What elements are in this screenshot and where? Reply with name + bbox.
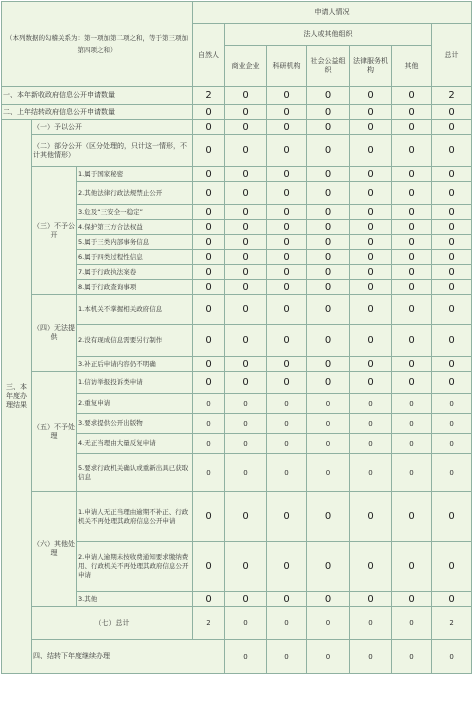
group-label: （六）其他处理 [32,492,77,607]
value-cell: 0 [307,135,350,167]
value-cell: 0 [193,235,225,250]
item-label: 1.申请人无正当理由逾期不补正、行政机关不再处理其政府信息公开申请 [77,492,193,542]
value-cell: 0 [267,135,307,167]
value-cell: 0 [392,280,432,295]
natural-person-header: 自然人 [193,24,225,87]
value-cell: 0 [193,394,225,414]
value-cell: 0 [307,220,350,235]
value-cell: 0 [392,592,432,607]
value-cell: 0 [307,454,350,492]
org-type-header: 社会公益组织 [307,46,350,87]
value-cell: 0 [193,295,225,325]
value-cell: 0 [267,607,307,640]
value-cell: 0 [392,357,432,372]
value-cell: 0 [350,372,392,394]
value-cell: 0 [432,492,472,542]
value-cell: 0 [392,220,432,235]
value-cell: 2 [432,87,472,105]
item-label: 3.其他 [77,592,193,607]
value-cell: 0 [432,325,472,357]
value-cell: 0 [225,280,267,295]
value-cell: 0 [225,357,267,372]
value-cell: 2 [193,87,225,105]
value-cell: 0 [267,87,307,105]
value-cell: 0 [267,454,307,492]
item-label: 1.属于国家秘密 [77,167,193,182]
value-cell: 0 [193,357,225,372]
item-label: 4.无正当理由大量反复申请 [77,434,193,454]
value-cell: 0 [350,205,392,220]
value-cell: 0 [267,542,307,592]
value-cell: 0 [307,394,350,414]
value-cell: 0 [307,205,350,220]
value-cell: 0 [193,454,225,492]
value-cell: 0 [392,295,432,325]
value-cell: 0 [350,394,392,414]
value-cell: 0 [225,640,267,674]
value-cell: 0 [350,542,392,592]
value-cell: 0 [193,434,225,454]
value-cell: 0 [225,250,267,265]
item-label: 2.其他法律行政法规禁止公开 [77,182,193,205]
value-cell: 0 [432,372,472,394]
applicant-group-header: 申请人情况 [193,2,472,24]
value-cell: 0 [350,235,392,250]
value-cell: 0 [392,135,432,167]
section-label: 一、本年新收政府信息公开申请数量 [2,87,193,105]
org-type-header: 科研机构 [267,46,307,87]
value-cell: 0 [307,542,350,592]
value-cell: 0 [267,325,307,357]
value-cell: 0 [392,394,432,414]
value-cell: 0 [307,357,350,372]
value-cell: 0 [225,167,267,182]
value-cell: 0 [392,492,432,542]
value-cell: 0 [267,105,307,120]
value-cell: 0 [392,325,432,357]
item-label: 7.属于行政执法案卷 [77,265,193,280]
value-cell: 0 [225,492,267,542]
value-cell: 0 [267,492,307,542]
value-cell: 0 [225,592,267,607]
value-cell: 0 [392,434,432,454]
value-cell: 0 [193,250,225,265]
value-cell: 0 [432,235,472,250]
value-cell: 0 [350,295,392,325]
value-cell: 0 [350,220,392,235]
group-label: （三）不予公开 [32,167,77,295]
total-header: 总计 [432,24,472,87]
value-cell: 0 [350,182,392,205]
item-label: 3.危及“三安全一稳定” [77,205,193,220]
group-label: （二）部分公开（区分处理的，只计这一情形，不计其他情形） [32,135,193,167]
value-cell: 0 [432,592,472,607]
value-cell: 0 [392,607,432,640]
value-cell: 0 [267,434,307,454]
value-cell: 0 [432,167,472,182]
item-label: 2.没有现成信息需要另行制作 [77,325,193,357]
value-cell: 0 [432,357,472,372]
item-label: 2.重复申请 [77,394,193,414]
org-type-header: 法律服务机构 [350,46,392,87]
section-label: 四、结转下年度继续办理 [32,640,225,674]
value-cell: 0 [432,182,472,205]
value-cell: 0 [307,414,350,434]
value-cell: 0 [193,492,225,542]
value-cell: 0 [193,542,225,592]
value-cell: 0 [432,105,472,120]
value-cell: 0 [193,265,225,280]
value-cell: 0 [267,280,307,295]
value-cell: 0 [307,280,350,295]
value-cell: 0 [392,120,432,135]
value-cell: 0 [392,87,432,105]
item-label: 3.要求提供公开出版物 [77,414,193,434]
value-cell: 2 [193,607,225,640]
value-cell: 0 [432,414,472,434]
value-cell: 0 [350,434,392,454]
value-cell: 0 [350,592,392,607]
org-type-header: 商业企业 [225,46,267,87]
value-cell: 0 [432,250,472,265]
legal-org-header: 法人或其他组织 [225,24,432,46]
value-cell: 0 [392,454,432,492]
value-cell: 0 [392,414,432,434]
value-cell: 0 [432,280,472,295]
value-cell: 0 [267,357,307,372]
value-cell: 0 [225,87,267,105]
value-cell: 0 [392,640,432,674]
value-cell: 0 [193,220,225,235]
value-cell: 0 [225,434,267,454]
value-cell: 0 [432,135,472,167]
value-cell: 0 [350,414,392,434]
value-cell: 0 [307,607,350,640]
value-cell: 0 [350,120,392,135]
value-cell: 0 [225,265,267,280]
value-cell: 0 [307,325,350,357]
item-label: 2.申请人逾期未按收费通知要求缴纳费用、行政机关不再处理其政府信息公开申请 [77,542,193,592]
section-label: 二、上年结转政府信息公开申请数量 [2,105,193,120]
value-cell: 0 [432,394,472,414]
org-type-header: 其他 [392,46,432,87]
value-cell: 0 [267,120,307,135]
value-cell: 0 [392,167,432,182]
group-label: （一）予以公开 [32,120,193,135]
item-label: 6.属于四类过程性信息 [77,250,193,265]
value-cell: 0 [193,120,225,135]
value-cell: 0 [432,542,472,592]
item-label: 5.要求行政机关确认或重新出具已获取信息 [77,454,193,492]
value-cell: 0 [350,492,392,542]
value-cell: 0 [267,414,307,434]
value-cell: 0 [350,357,392,372]
value-cell: 0 [225,235,267,250]
value-cell: 0 [307,182,350,205]
value-cell: 2 [432,607,472,640]
value-cell: 0 [193,167,225,182]
value-cell: 0 [267,592,307,607]
value-cell: 0 [307,592,350,607]
value-cell: 0 [267,205,307,220]
value-cell: 0 [307,434,350,454]
value-cell: 0 [392,105,432,120]
header-note: （本列数据的勾稽关系为：第一项加第二项之和，等于第三项加第四项之和） [2,2,193,87]
value-cell: 0 [350,454,392,492]
value-cell: 0 [392,265,432,280]
value-cell: 0 [350,105,392,120]
value-cell: 0 [432,265,472,280]
value-cell: 0 [307,372,350,394]
value-cell: 0 [193,205,225,220]
group-label: （七）总计 [32,607,193,640]
value-cell: 0 [225,414,267,434]
value-cell: 0 [307,265,350,280]
value-cell: 0 [193,414,225,434]
value-cell: 0 [350,135,392,167]
value-cell: 0 [307,120,350,135]
group-label: （五）不予处理 [32,372,77,492]
value-cell: 0 [392,542,432,592]
value-cell: 0 [307,640,350,674]
value-cell: 0 [392,205,432,220]
value-cell: 0 [392,235,432,250]
section-label: 三、本年度办理结果 [2,120,32,674]
value-cell: 0 [307,105,350,120]
value-cell: 0 [307,235,350,250]
value-cell: 0 [225,394,267,414]
value-cell: 0 [432,205,472,220]
item-label: 8.属于行政查询事项 [77,280,193,295]
value-cell: 0 [350,167,392,182]
value-cell: 0 [350,250,392,265]
value-cell: 0 [193,592,225,607]
item-label: 1.本机关不掌握相关政府信息 [77,295,193,325]
value-cell: 0 [307,250,350,265]
value-cell: 0 [225,325,267,357]
value-cell: 0 [225,135,267,167]
value-cell: 0 [392,182,432,205]
value-cell: 0 [350,280,392,295]
value-cell: 0 [225,372,267,394]
value-cell: 0 [350,87,392,105]
government-info-disclosure-table [1,1,472,674]
value-cell: 0 [350,265,392,280]
group-label: （四）无法提供 [32,295,77,372]
value-cell: 0 [267,640,307,674]
value-cell: 0 [307,492,350,542]
value-cell: 0 [432,434,472,454]
value-cell: 0 [307,167,350,182]
value-cell: 0 [193,135,225,167]
value-cell: 0 [267,182,307,205]
value-cell: 0 [193,325,225,357]
value-cell: 0 [432,120,472,135]
value-cell: 0 [225,220,267,235]
value-cell: 0 [225,105,267,120]
value-cell: 0 [225,205,267,220]
value-cell: 0 [193,280,225,295]
value-cell: 0 [267,220,307,235]
value-cell: 0 [350,640,392,674]
value-cell: 0 [225,295,267,325]
value-cell: 0 [350,607,392,640]
value-cell: 0 [392,250,432,265]
value-cell: 0 [225,120,267,135]
value-cell: 0 [432,640,472,674]
value-cell: 0 [267,394,307,414]
value-cell: 0 [432,220,472,235]
value-cell: 0 [307,295,350,325]
value-cell: 0 [225,454,267,492]
value-cell: 0 [193,182,225,205]
value-cell: 0 [267,295,307,325]
value-cell: 0 [267,250,307,265]
value-cell: 0 [225,607,267,640]
item-label: 1.信访举报投诉类申请 [77,372,193,394]
value-cell: 0 [225,182,267,205]
value-cell: 0 [392,372,432,394]
value-cell: 0 [267,372,307,394]
value-cell: 0 [225,542,267,592]
value-cell: 0 [267,235,307,250]
value-cell: 0 [350,325,392,357]
value-cell: 0 [432,295,472,325]
value-cell: 0 [267,265,307,280]
item-label: 4.保护第三方合法权益 [77,220,193,235]
value-cell: 0 [193,372,225,394]
value-cell: 0 [193,105,225,120]
item-label: 5.属于三类内部事务信息 [77,235,193,250]
value-cell: 0 [432,454,472,492]
value-cell: 0 [307,87,350,105]
value-cell: 0 [267,167,307,182]
item-label: 3.补正后申请内容仍不明确 [77,357,193,372]
